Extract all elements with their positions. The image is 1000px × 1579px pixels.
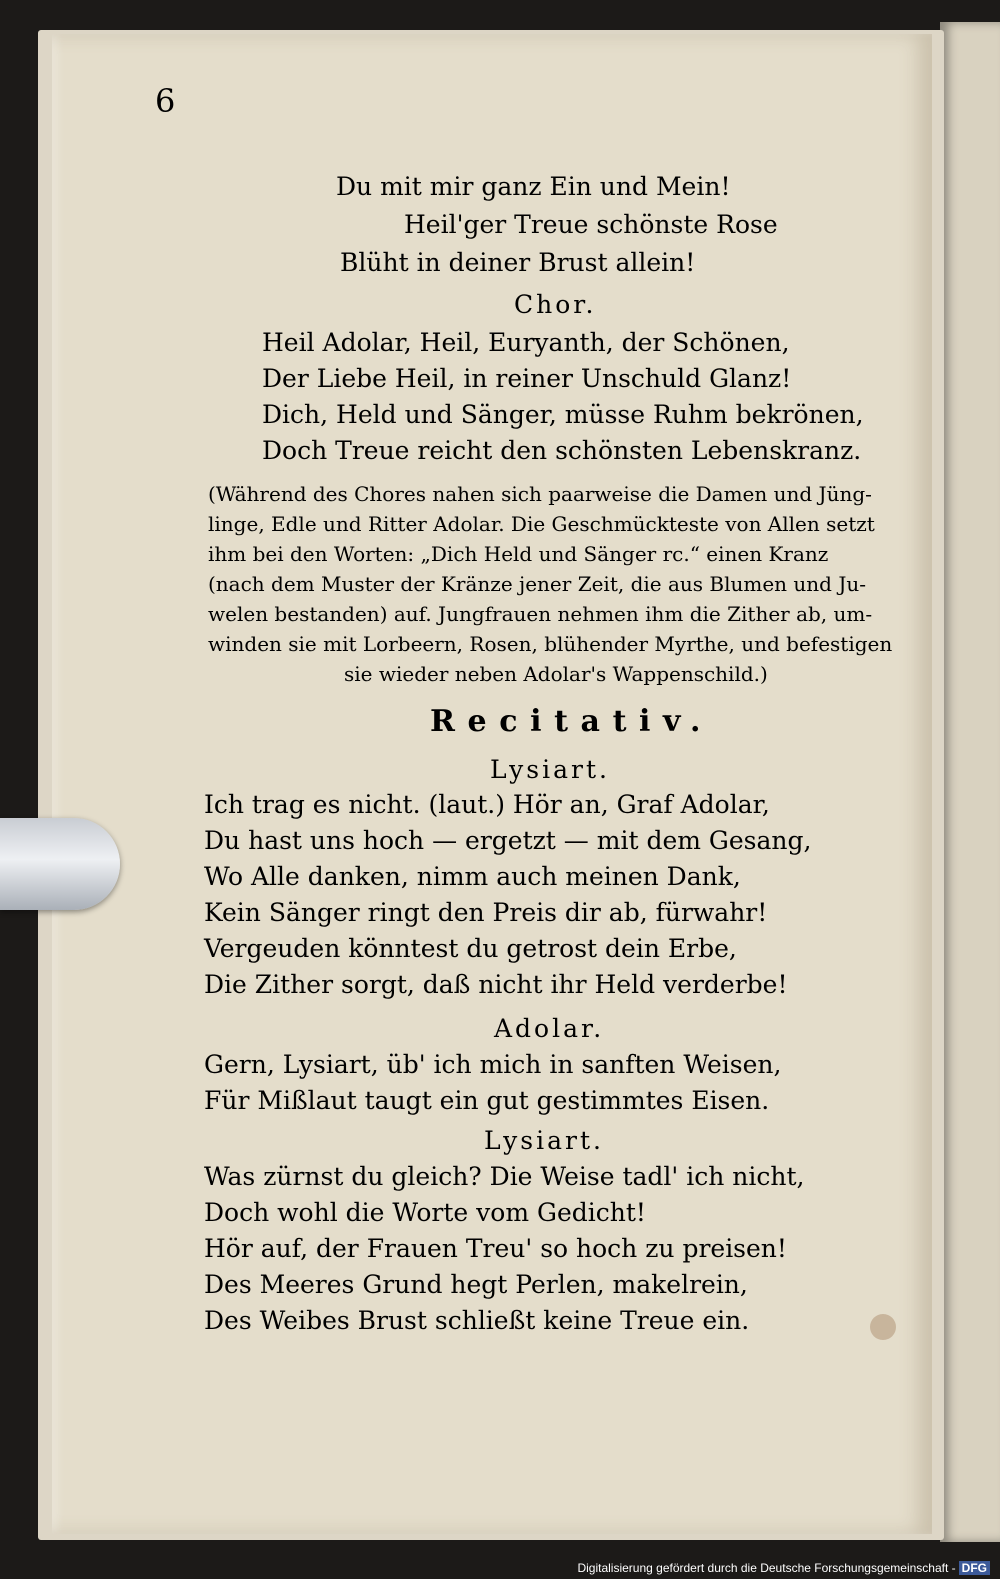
verse-line: Vergeuden könntest du getrost dein Erbe, (204, 934, 737, 963)
verse-line: Wo Alle danken, nimm auch meinen Dank, (204, 862, 741, 891)
dfg-logo: DFG (959, 1561, 990, 1575)
verse-line: Was zürnst du gleich? Die Weise tadl' ich nicht, (204, 1162, 805, 1191)
facing-page-edge (940, 22, 1000, 1542)
verse-line: Doch Treue reicht den schönsten Lebenskranz. (262, 436, 862, 465)
verse-line: Kein Sänger ringt den Preis dir ab, fürwahr! (204, 898, 768, 927)
verse-line: Dich, Held und Sänger, müsse Ruhm bekrönen, (262, 400, 864, 429)
verse-line: Die Zither sorgt, daß nicht ihr Held verderbe! (204, 970, 788, 999)
verse-line: Du hast uns hoch — ergetzt — mit dem Gesang, (204, 826, 812, 855)
credit-text: Digitalisierung gefördert durch die Deutsche Forschungsgemeinschaft - (577, 1561, 956, 1575)
section-heading: Recitativ. (430, 704, 714, 739)
stage-direction-line: ihm bei den Worten: „Dich Held und Sänger rc.“ einen Kranz (208, 542, 829, 566)
speaker-heading: Lysiart. (484, 1126, 604, 1155)
verse-line: Heil Adolar, Heil, Euryanth, der Schönen, (262, 328, 790, 357)
verse-line: Blüht in deiner Brust allein! (340, 248, 696, 277)
paper-stain (870, 1314, 896, 1340)
verse-line: Für Mißlaut taugt ein gut gestimmtes Eisen. (204, 1086, 770, 1115)
verse-line: Heil'ger Treue schönste Rose (404, 210, 778, 239)
verse-line: Gern, Lysiart, üb' ich mich in sanften Weisen, (204, 1050, 782, 1079)
page-number: 6 (155, 82, 176, 120)
page-clip (0, 818, 120, 910)
stage-direction-line: linge, Edle und Ritter Adolar. Die Geschmückteste von Allen setzt (208, 512, 875, 536)
verse-line: Der Liebe Heil, in reiner Unschuld Glanz! (262, 364, 792, 393)
verse-line: Du mit mir ganz Ein und Mein! (336, 172, 731, 201)
stage-direction-line: sie wieder neben Adolar's Wappenschild.) (344, 662, 768, 686)
verse-line: Ich trag es nicht. (laut.) Hör an, Graf Adolar, (204, 790, 770, 819)
verse-line: Doch wohl die Worte vom Gedicht! (204, 1198, 646, 1227)
verse-line: Des Meeres Grund hegt Perlen, makelrein, (204, 1270, 748, 1299)
speaker-heading: Lysiart. (490, 755, 610, 784)
digitization-credit (577, 1561, 990, 1575)
speaker-heading: Adolar. (494, 1014, 605, 1043)
speaker-heading: Chor. (514, 290, 597, 319)
stage-direction-line: welen bestanden) auf. Jungfrauen nehmen ihm die Zither ab, um- (208, 602, 873, 626)
verse-line: Hör auf, der Frauen Treu' so hoch zu preisen! (204, 1234, 787, 1263)
verse-line: Des Weibes Brust schließt keine Treue ein. (204, 1306, 750, 1335)
stage-direction-line: winden sie mit Lorbeern, Rosen, blühender Myrthe, und befestigen (208, 632, 893, 656)
stage-direction-line: (nach dem Muster der Kränze jener Zeit, die aus Blumen und Ju- (208, 572, 866, 596)
stage-direction-line: (Während des Chores nahen sich paarweise die Damen und Jüng- (208, 482, 872, 506)
